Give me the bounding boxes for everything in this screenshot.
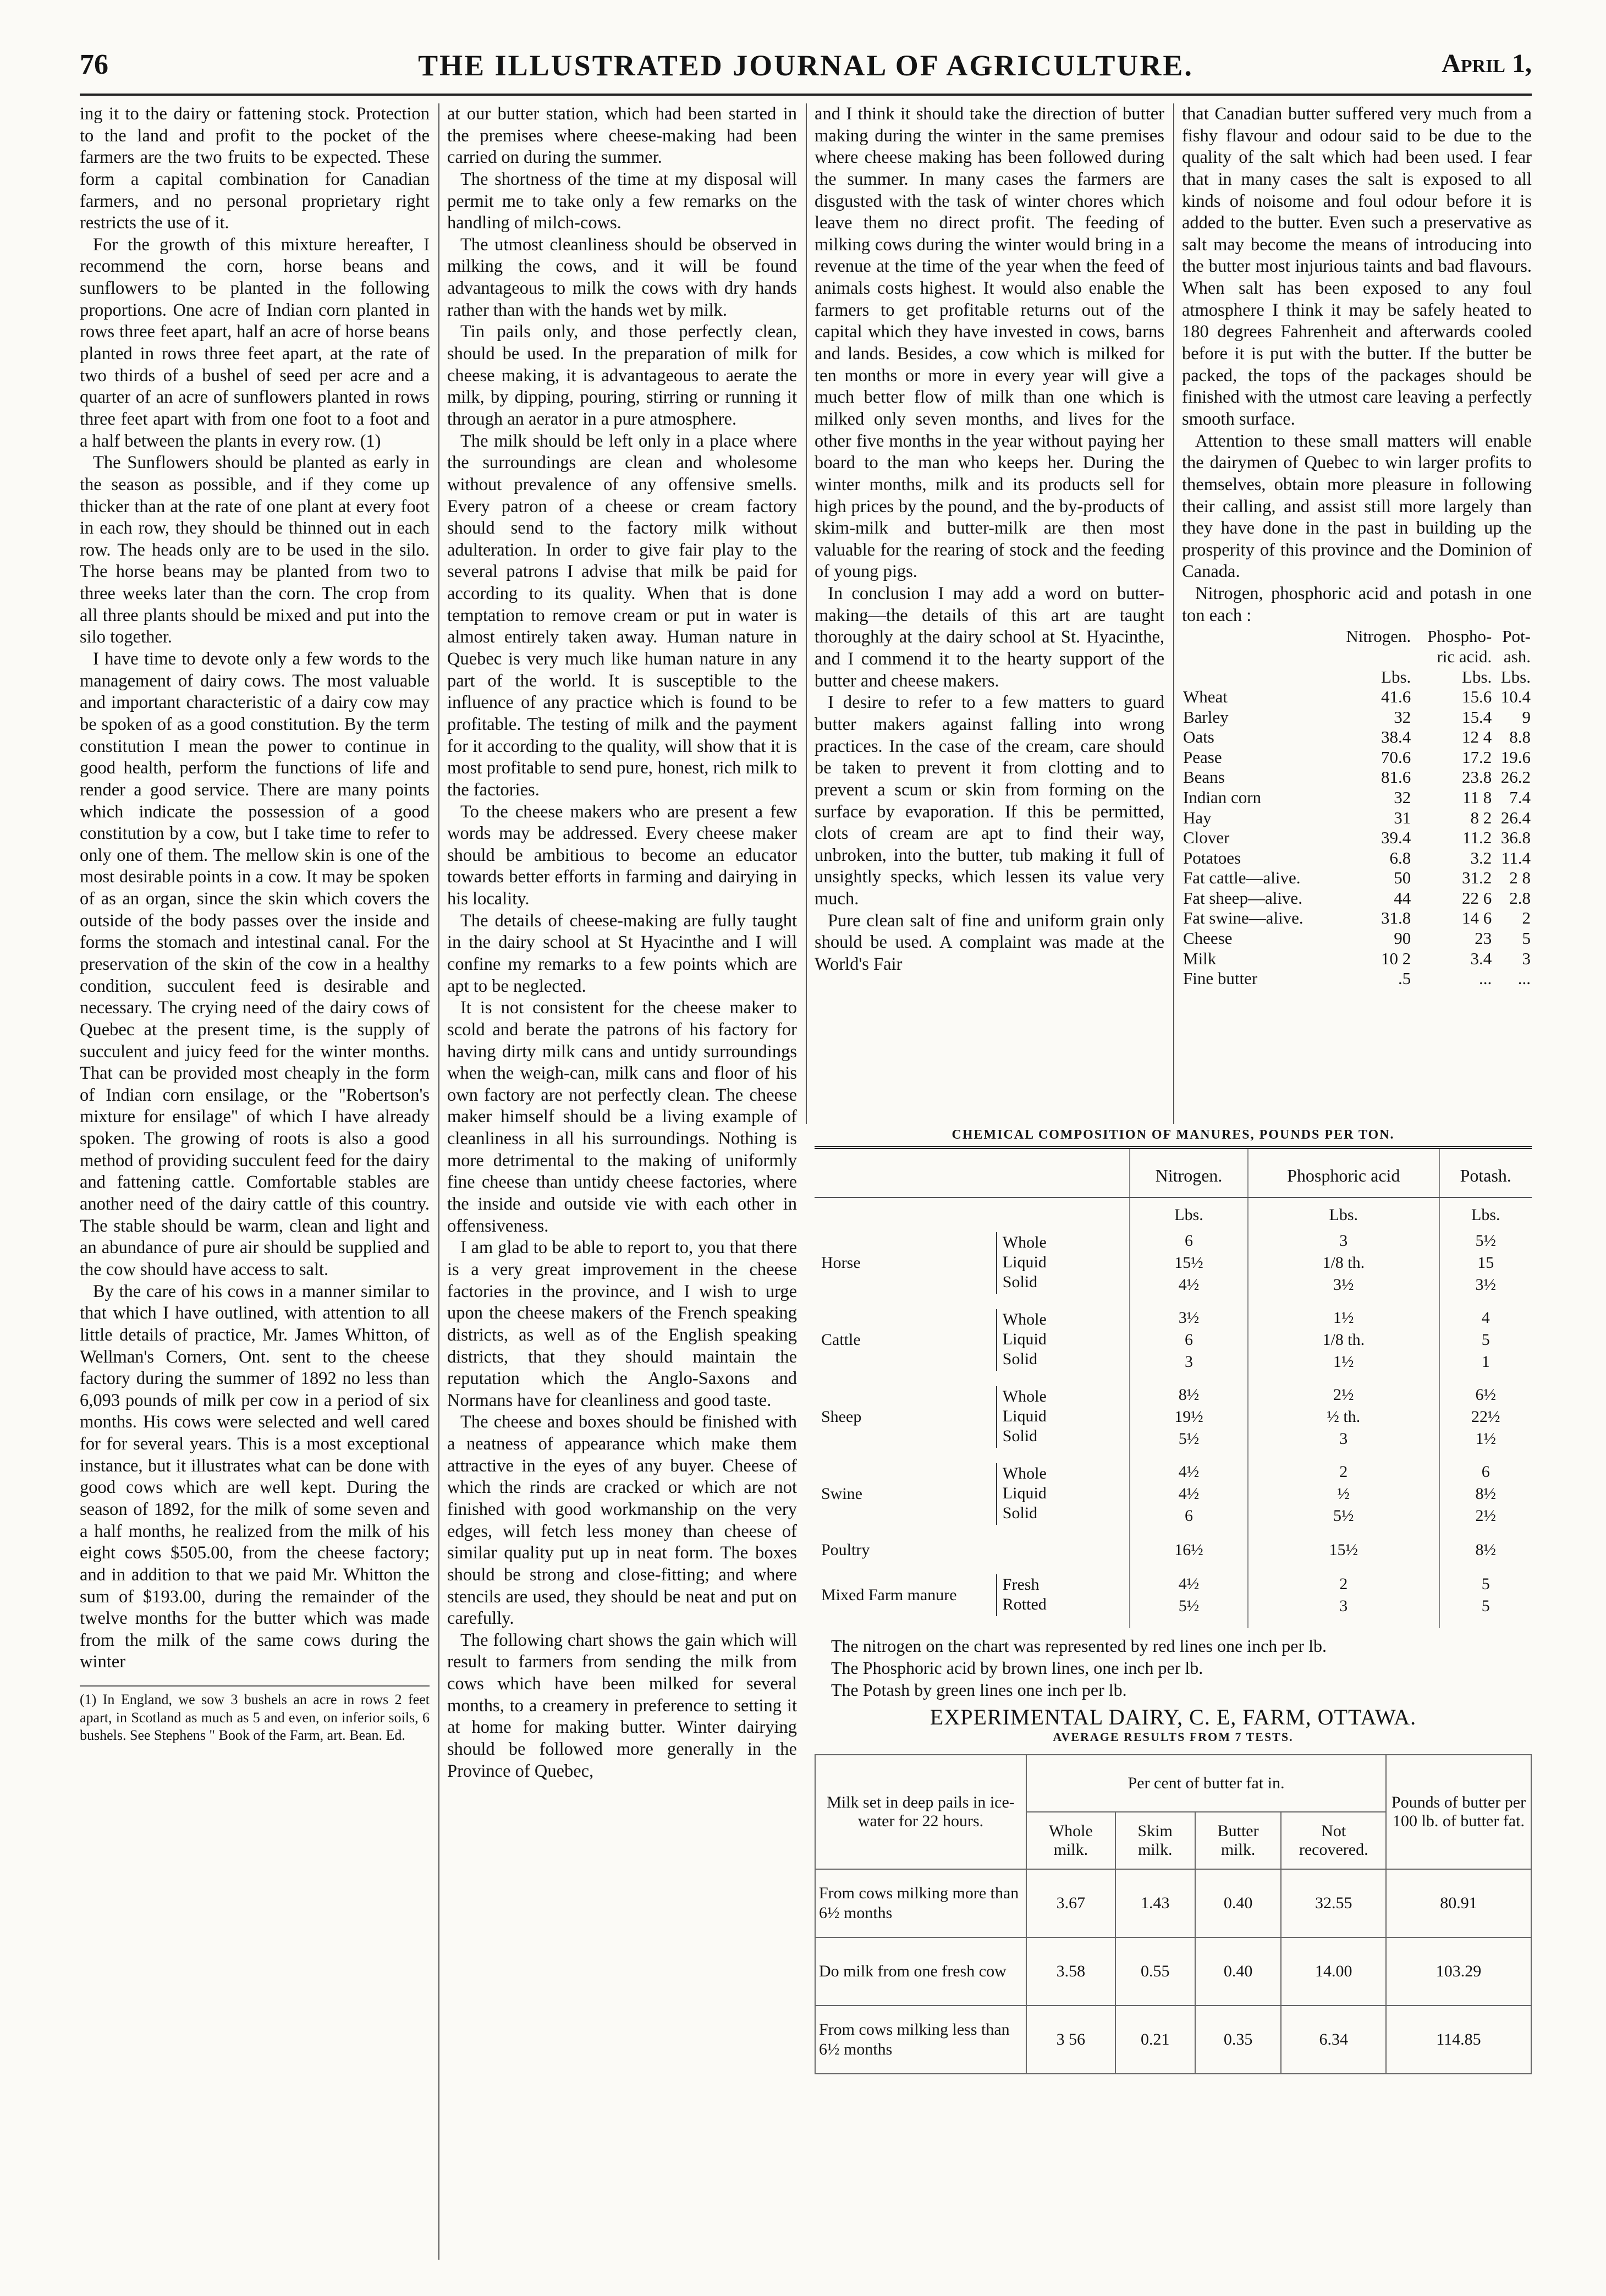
subtype-label: Liquid (1002, 1330, 1047, 1348)
subtype-label: Fresh (1002, 1575, 1040, 1594)
manure-value: 5 (1439, 1595, 1532, 1617)
source-name: Horse (821, 1254, 861, 1272)
nutrient-row (1182, 908, 1532, 929)
paragraph: I am glad to be able to report to, you that there is a very great improvement in the cheese factories in the province, and I wish to urge upon the cheese makers of the French speaking districts, as well as of the English speaking districts, that they should maintain the reputation which the Anglo-Saxons and Normans have for cleanliness and good taste. (447, 1238, 797, 1410)
dairy-value: 0.21 (1115, 2006, 1195, 2074)
manure-row (815, 1230, 1532, 1252)
nutrient-row (1182, 828, 1532, 848)
nutrient-value: 36.8 (1500, 828, 1531, 848)
source-subtypes (997, 1463, 1126, 1525)
manure-col-header: Phosphoric acid (1248, 1149, 1439, 1198)
nutrient-value: 31 (1394, 808, 1411, 827)
paragraph: The utmost cleanliness should be observed in milking the cows, and it will be found advantageous to milk the cows with dry hands rather than with the hands wet by milk. (447, 234, 797, 320)
nutrient-value: ... (1517, 969, 1531, 988)
subtype-label: Solid (1002, 1350, 1038, 1368)
paragraph: For the growth of this mixture hereafter, I recommend the corn, horse beans and sunflowers to be planted in the following proportions. One acre of Indian corn planted in rows three feet apart, half an acre of horse beans planted in rows three feet apart, at the rate of two thirds of a bushel of seed per acre and a quarter of an acre of sunflowers planted in rows three feet apart with from one foot to a foot and a half between the plants in every row. (1) (80, 234, 430, 451)
nutrient-value: 39.4 (1381, 828, 1411, 848)
dairy-value: 0.40 (1195, 1869, 1282, 1937)
subtype-label: Whole (1002, 1233, 1047, 1251)
dairy-value: 14.00 (1281, 1937, 1386, 2006)
manure-value: 6 (1130, 1329, 1248, 1351)
manure-value: 8½ (1130, 1384, 1248, 1406)
manure-value: 15½ (1130, 1252, 1248, 1274)
manure-row (815, 1461, 1532, 1483)
nutrient-value: 44 (1394, 888, 1411, 908)
nutrient-value: 15.6 (1462, 687, 1492, 707)
subtype-label: Solid (1002, 1427, 1038, 1445)
dairy-row (815, 1869, 1531, 1937)
nutrient-col-head: ric acid. (1437, 646, 1492, 666)
manure-value: 3 (1248, 1230, 1439, 1252)
manure-value: 1½ (1439, 1428, 1532, 1450)
nutrient-value: 2 (1522, 908, 1531, 928)
column-2 (447, 103, 797, 2260)
paragraph: ing it to the dairy or fattening stock. Protection to the land and profit to the pocket of the farmers are the two fruits to be expected. These form a capital combination for Canadian farmers, and no personal proprietary right restricts the use of it. (80, 104, 430, 233)
nutrient-value: 50 (1394, 868, 1411, 888)
note-line: The nitrogen on the chart was represented by red lines one inch per lb. (831, 1636, 1327, 1656)
dairy-value: 3 56 (1026, 2006, 1115, 2074)
manure-row (815, 1307, 1532, 1329)
manure-value: 3½ (1439, 1274, 1532, 1296)
subtype-label (1000, 1540, 1123, 1560)
manure-value: 6½ (1439, 1384, 1532, 1406)
note-line: The Phosphoric acid by brown lines, one inch per lb. (831, 1658, 1203, 1678)
manure-value: 4½ (1130, 1573, 1248, 1595)
source-name: Cattle (821, 1331, 861, 1349)
dairy-row-label: From cows milking more than 6½ months (815, 1869, 1026, 1937)
nutrient-row (1182, 969, 1532, 989)
nutrient-value: 11.4 (1501, 848, 1531, 867)
nutrient-value: 8 2 (1470, 808, 1492, 827)
nutrient-col-head: Nitrogen. (1346, 627, 1411, 646)
manure-value: 16½ (1130, 1538, 1248, 1562)
column-4 (1182, 103, 1532, 1121)
paragraph: Nitrogen, phosphoric acid and potash in one ton each : (1182, 584, 1532, 625)
paragraph: at our butter station, which had been started in the premises where cheese-making had been carried on during the summer. (447, 104, 797, 168)
paragraph: I have time to devote only a few words to the management of dairy cows. The most valuable and important characteristic of a dairy cow may be spoken of as a good constitution. By the term constitution I mean the power to continue in good health, perform the functions of life and render a good service. There are many points which indicate the possession of a good constitution by a cow, but I take time to refer to only one of them. The mellow skin is one of the most desirable points in a cow. It may be spoken of as an organ, since the skin which covers the outside of the body passes over the inside and forms the stomach and intestinal canal. For the preservation of the skin of the cow in a healthy condition, succulent feed is desirable and necessary. The crying need of the dairy cows of Quebec at the present time, is the supply of succulent and juicy feed for the winter months. That can be provided most cheaply in the form of Indian corn ensilage, or the "Robertson's mixture for ensilage" of which I have already spoken. The growing of roots is also a good method of providing succulent feed for the dairy and fattening cattle. Comfortable stables are another need of the dairy cattle of this country. The stable should be warm, clean and light and an abundance of pure air should be supplied and the cow should have access to salt. (80, 649, 430, 1279)
manure-row (815, 1573, 1532, 1595)
journal-page (80, 44, 1532, 2277)
manure-value: 19½ (1130, 1406, 1248, 1428)
manure-value: 8½ (1439, 1538, 1532, 1562)
nutrient-row (1182, 949, 1532, 969)
subtype-label: Solid (1002, 1273, 1038, 1291)
manure-value: 4½ (1130, 1461, 1248, 1483)
dairy-value: 80.91 (1386, 1869, 1531, 1937)
manure-value: 6 (1439, 1461, 1532, 1483)
nutrient-value: 38.4 (1381, 727, 1411, 747)
group-spacer (815, 1373, 1532, 1384)
chart-notes (815, 1635, 1532, 1701)
column-divider (806, 103, 807, 1124)
manure-unit: Lbs. (1130, 1198, 1248, 1230)
nutrient-value: 6.8 (1389, 848, 1411, 867)
nutrient-value: 14 6 (1462, 908, 1492, 928)
manure-value: 3 (1130, 1351, 1248, 1373)
paragraph: Tin pails only, and those perfectly clean, should be used. In the preparation of milk for cheese making, it is advantageous to aerate the milk, by dipping, pouring, stirring or running it through an aerator in a pure atmosphere. (447, 322, 797, 429)
crop-name: Potatoes (1183, 848, 1241, 867)
nutrient-value: 41.6 (1381, 687, 1411, 707)
nutrient-row (1182, 808, 1532, 828)
paragraph: The details of cheese-making are fully taught in the dairy school at St Hyacinthe and I will confine my remarks to a few points which are apt to be neglected. (447, 910, 797, 996)
source-label-layout (818, 1309, 1126, 1371)
source-subtypes (997, 1309, 1126, 1371)
manure-col-header: Nitrogen. (1130, 1149, 1248, 1198)
nutrient-col-head: Pot- (1502, 627, 1531, 646)
manure-value: ½ (1248, 1483, 1439, 1505)
nutrient-value: 8.8 (1509, 727, 1531, 747)
nutrient-value: 31.2 (1462, 868, 1492, 888)
nutrient-col-head (1330, 647, 1412, 667)
nutrient-value: .5 (1398, 969, 1411, 988)
dairy-value: 1.43 (1115, 1869, 1195, 1937)
manure-value: 4½ (1130, 1483, 1248, 1505)
paragraph: I desire to refer to a few matters to guard butter makers against falling into wrong practices. In the case of the cream, care should be taken to prevent it from clotting and to prevent a scum or skin from forming on the surface by evaporation. If this be permitted, clots of cream are apt to find their way, unbroken, into the butter, tub making it full of unsightly specks, which lessen its value very much. (815, 693, 1164, 909)
paragraph: Pure clean salt of fine and uniform grain only should be used. A complaint was made at the World's Fair (815, 910, 1164, 974)
crop-name: Barley (1183, 707, 1229, 727)
crop-name: Indian corn (1183, 788, 1262, 807)
dairy-value: 0.40 (1195, 1937, 1282, 2006)
nutrient-row (1182, 687, 1532, 707)
footnote: (1) In England, we sow 3 bushels an acre in rows 2 feet apart, in Scotland as much as 5 and even, on inferior soils, 6 bushels. See Stephens " Book of the Farm, art. Bean. Ed. (80, 1685, 430, 1745)
dairy-row (815, 2006, 1531, 2074)
paragraph: that Canadian butter suffered very much from a fishy flavour and odour said to be due to the quality of the salt which had been used. I fear that in many cases the salt is exposed to all kinds of noisome and foul odour before it is added to the butter. Even such a preservative as salt may become the means of introducing into the butter most injurious taints and bad flavours. When salt has been exposed to any foul atmosphere I think it may be safely heated to 180 degrees Fahrenheit and afterwards cooled before it is put with the butter. If the butter be packed, the tops of the packages should be finished with the utmost care leaving a perfectly smooth surface. (1182, 104, 1532, 429)
crop-name: Fat swine—alive. (1183, 908, 1304, 928)
nutrient-value: 3.4 (1470, 948, 1492, 968)
nutrient-value: 7.4 (1509, 788, 1531, 807)
source-label-layout (818, 1386, 1126, 1448)
dairy-row-label: Do milk from one fresh cow (815, 1937, 1026, 2006)
manure-value: 5½ (1130, 1595, 1248, 1617)
manure-value: 3 (1248, 1428, 1439, 1450)
dairy-value: 0.55 (1115, 1937, 1195, 2006)
dairy-sub-header: Skim milk. (1115, 1812, 1195, 1869)
subtype-label: Liquid (1002, 1407, 1047, 1425)
journal-title: THE ILLUSTRATED JOURNAL OF AGRICULTURE. (418, 49, 1194, 82)
subtype-label: Solid (1002, 1504, 1038, 1522)
manure-row (815, 1538, 1532, 1562)
group-spacer (815, 1527, 1532, 1538)
nutrient-row (1182, 929, 1532, 949)
nutrient-value: 10.4 (1500, 687, 1531, 707)
nutrient-col-head: Phospho- (1427, 627, 1492, 646)
paragraph: It is not consistent for the cheese maker to scold and berate the patrons of his factory for having dirty milk cans and untidy surroundings when the weigh-can, milk cans and floor of his own factory are not perfectly clean. The cheese maker himself should be a living example of cleanliness in all his surroundings. Nothing is more detrimental to the making of uniformly fine cheese than untidy cheese factories, where the inside and outside vie with each other in offensiveness. (447, 998, 797, 1236)
column-3 (815, 103, 1164, 1121)
nutrient-value: 26.4 (1500, 808, 1531, 827)
manure-value: 22½ (1439, 1406, 1532, 1428)
crop-name: Fine butter (1183, 969, 1258, 988)
nutrient-row (1182, 848, 1532, 869)
manure-value: 1/8 th. (1248, 1252, 1439, 1274)
crop-name: Hay (1183, 808, 1212, 827)
source-subtypes (997, 1232, 1126, 1294)
source-name: Mixed Farm manure (821, 1586, 957, 1604)
source-label-layout (818, 1539, 1126, 1561)
dairy-results-table (815, 1754, 1532, 2074)
manure-value: 1½ (1248, 1307, 1439, 1329)
group-spacer (815, 1296, 1532, 1307)
issue-date: April 1, (1442, 49, 1532, 78)
manure-value: 2½ (1248, 1384, 1439, 1406)
nutrient-value: 23.8 (1462, 767, 1492, 787)
dairy-value: 32.55 (1281, 1869, 1386, 1937)
manure-empty-header (815, 1149, 1130, 1198)
paragraph: To the cheese makers who are present a few words may be addressed. Every cheese maker should be ambitious to become an educator towards better efforts in farming and dairying in his locality. (447, 801, 797, 909)
crop-name: Clover (1183, 828, 1230, 848)
manure-value: 3½ (1248, 1274, 1439, 1296)
source-label-layout (818, 1463, 1126, 1525)
source-subtypes (997, 1386, 1126, 1448)
column-divider (1173, 103, 1174, 1124)
manure-unit: Lbs. (1248, 1198, 1439, 1230)
nutrient-value: 17.2 (1462, 747, 1492, 767)
paragraph: The milk should be left only in a place where the surroundings are clean and wholesome without prevalence of any offensive smells. Every patron of a cheese or cream factory should send to the factory milk without adulteration. In order to give fair play to the several patrons I advise that milk be paid for according to its quality. When that is done temptation to remove cream or put in water is almost entirely taken away. Human nature in Quebec is very much like human nature in any part of the world. It is susceptible to the influence of any practice which is found to be profitable. The testing of milk and the payment for it according to the quality, will show that it is most profitable to send pure, honest, rich milk to the factories. (447, 431, 797, 800)
nutrient-value: 15.4 (1462, 707, 1492, 727)
nutrient-value: 32 (1394, 707, 1411, 727)
nutrient-value: 19.6 (1500, 747, 1531, 767)
dairy-value: 3.67 (1026, 1869, 1115, 1937)
dairy-col0-header: Milk set in deep pails in ice-water for 22 hours. (815, 1755, 1026, 1869)
manure-value: 2 (1248, 1573, 1439, 1595)
group-spacer (815, 1450, 1532, 1461)
nutrient-value: 3 (1522, 948, 1531, 968)
manure-value: 5½ (1248, 1505, 1439, 1527)
nutrient-value: 3.2 (1470, 848, 1492, 867)
nutrient-value: 22 6 (1462, 888, 1492, 908)
manure-value: 2 (1248, 1461, 1439, 1483)
paragraph: Attention to these small matters will enable the dairymen of Quebec to win larger profits to themselves, obtain more pleasure in following their calling, and assist still more largely than they have done in the past in building up the prosperity of this province and the Dominion of Canada. (1182, 431, 1532, 582)
subtype-label: Liquid (1002, 1484, 1047, 1502)
manure-value: ½ th. (1248, 1406, 1439, 1428)
dairy-last-header: Pounds of butter per 100 lb. of butter fat. (1386, 1755, 1531, 1869)
source-label-layout (818, 1232, 1126, 1294)
nutrient-col-head: ash. (1503, 646, 1531, 666)
crop-name: Fat sheep—alive. (1183, 888, 1302, 908)
paragraph: By the care of his cows in a manner similar to that which I have outlined, with attention to all little details of practice, Mr. James Whitton, of Wellman's Corners, Ont. sent to the cheese factory during the summer of 1892 no less than 6,093 pounds of milk per cow in a period of six months. His cows were selected and well cared for for several years. This is a most exceptional instance, but it illustrates what can be done with good cows which are well kept. During the season of 1892, for the milk of some seven and a half months, he realized from the milk of his eight cows $505.00, from the cheese factory; and in addition to that we paid Mr. Whitton the sum of $193.00, during the remainder of the twelve months for the butter which was made from the milk of the same cows during the winter (80, 1281, 430, 1672)
manure-value: 15½ (1248, 1538, 1439, 1562)
manure-col-header: Potash. (1439, 1149, 1532, 1198)
source-name: Poultry (821, 1541, 870, 1559)
column-divider (438, 103, 439, 2260)
manure-table-caption: CHEMICAL COMPOSITION OF MANURES, POUNDS PER TON. (952, 1128, 1395, 1142)
nutrient-value: 2.8 (1509, 888, 1531, 908)
manure-table-section (815, 1128, 1532, 2074)
nutrient-value: 9 (1522, 707, 1531, 727)
paragraph: In conclusion I may add a word on butter-making—the details of this art are taught thoroughly at the dairy school at St. Hyacinthe, and I commend it to the hearty support of the butter and cheese makers. (815, 584, 1164, 691)
manure-value: 6 (1130, 1505, 1248, 1527)
manure-value: 4 (1439, 1307, 1532, 1329)
paragraph: The Sunflowers should be planted as early in the season as possible, and if they come up thicker than at the rate of one plant at every foot in each row, they should be thinned out in each row. The heads only are to be used in the silo. The horse beans may be planted from two to three weeks later than the corn. The crop from all three plants should be mixed and put into the silo together. (80, 453, 430, 647)
manure-value: 15 (1439, 1252, 1532, 1274)
nutrient-row (1182, 727, 1532, 748)
manure-value: 1 (1439, 1351, 1532, 1373)
nutrient-value: 23 (1475, 929, 1492, 948)
manure-source (815, 1573, 1130, 1617)
dairy-value: 3.58 (1026, 1937, 1115, 2006)
crop-name: Milk (1183, 948, 1217, 968)
nutrient-value: ... (1479, 969, 1492, 988)
nutrient-row (1182, 767, 1532, 788)
nutrient-value: 32 (1394, 788, 1411, 807)
subtype-label: Whole (1002, 1310, 1047, 1328)
subtype-label: Rotted (1002, 1595, 1047, 1613)
dairy-value: 0.35 (1195, 2006, 1282, 2074)
group-spacer (815, 1562, 1532, 1573)
manure-value: 1/8 th. (1248, 1329, 1439, 1351)
manure-value: 6 (1130, 1230, 1248, 1252)
nutrient-value: 10 2 (1381, 948, 1411, 968)
dairy-group-header: Per cent of butter fat in. (1026, 1755, 1386, 1812)
nutrient-value: 11 8 (1462, 788, 1492, 807)
nutrient-row (1182, 788, 1532, 808)
manure-table (815, 1149, 1532, 1628)
subtype-label: Liquid (1002, 1253, 1047, 1271)
crop-name: Oats (1183, 727, 1214, 747)
manure-row (815, 1384, 1532, 1406)
source-name: Sheep (821, 1408, 862, 1426)
dairy-title: EXPERIMENTAL DAIRY, C. E, FARM, OTTAWA. (930, 1705, 1417, 1729)
nutrient-value: 5 (1522, 929, 1531, 948)
manure-value: 3 (1248, 1595, 1439, 1617)
nutrient-value: 81.6 (1381, 767, 1411, 787)
nutrient-value: 70.6 (1381, 747, 1411, 767)
paragraph: The shortness of the time at my disposal will permit me to take only a few remarks on the handling of milch-cows. (447, 169, 797, 233)
nutrient-unit: Lbs. (1500, 667, 1531, 686)
nutrient-row (1182, 888, 1532, 909)
paragraph: and I think it should take the direction of butter making during the winter in the same premises where cheese making has been followed during the summer. In many cases the farmers are disgusted with the task of winter chores which leave them no direct profit. The feeding of milking cows during the winter would bring in a revenue at the time of the year when the feed of animals costs highest. It would also enable the farmers to get profitable returns out of the capital which they have invested in cows, barns and lands. Besides, a cow which is milked for ten months or more in every year will give a much better flow of milk than one which is milked only seven months, and lives for the other five months in the year without paying her board to the man who keeps her. During the winter months, milk and its products sell for high prices by the pound, and the by-products of skim-milk and butter-milk are then most valuable for the rearing of stock and the feeding of young pigs. (815, 104, 1164, 582)
column-1 (80, 103, 430, 2260)
dairy-value: 114.85 (1386, 2006, 1531, 2074)
nutrient-unit: Lbs. (1381, 667, 1411, 686)
source-name: Swine (821, 1485, 862, 1503)
dairy-sub-header: Whole milk. (1026, 1812, 1115, 1869)
manure-value: 5½ (1439, 1230, 1532, 1252)
crop-name: Fat cattle—alive. (1183, 868, 1301, 888)
nutrient-row (1182, 748, 1532, 768)
dairy-row-label: From cows milking less than 6½ months (815, 2006, 1026, 2074)
crop-name: Wheat (1183, 687, 1228, 707)
dairy-value: 6.34 (1281, 2006, 1386, 2074)
article-columns (80, 103, 1532, 2260)
subtype-label: Whole (1002, 1387, 1047, 1405)
nutrient-value: 90 (1394, 929, 1411, 948)
crop-name: Cheese (1183, 929, 1233, 948)
manure-value: 8½ (1439, 1483, 1532, 1505)
group-spacer (815, 1617, 1532, 1628)
nutrient-unit: Lbs. (1462, 667, 1492, 686)
nutrient-value: 26.2 (1500, 767, 1531, 787)
manure-value: 4½ (1130, 1274, 1248, 1296)
paragraph: The cheese and boxes should be finished with a neatness of appearance which make them attractive in the eyes of any buyer. Cheese of which the rinds are cracked or which are not finished with good workmanship on the very edges, will fetch less money than cheese of similar quality put up in neat form. The boxes should be strong and close-fitting; and where stencils are used, they should be neat and put on carefully. (447, 1412, 797, 1629)
dairy-value: 103.29 (1386, 1937, 1531, 2006)
dairy-sub-header: Not recovered. (1281, 1812, 1386, 1869)
paragraph: The following chart shows the gain which will result to farmers from sending the milk from cows which have been milked for several months, to a creamery in preference to setting it at home for making butter. Winter dairying should be followed more generally in the Province of Quebec, (447, 1630, 797, 1781)
source-subtypes (997, 1574, 1126, 1616)
nutrient-row (1182, 707, 1532, 728)
source-label-layout (818, 1574, 1126, 1616)
manure-source (815, 1461, 1130, 1527)
manure-unit: Lbs. (1439, 1198, 1532, 1230)
subtype-label: Whole (1002, 1464, 1047, 1482)
page-header (80, 44, 1532, 96)
dairy-subtitle: AVERAGE RESULTS FROM 7 TESTS. (1053, 1730, 1294, 1744)
nutrient-value: 31.8 (1381, 908, 1411, 928)
manure-value: 5 (1439, 1329, 1532, 1351)
note-line: The Potash by green lines one inch per lb. (831, 1680, 1127, 1700)
page-number: 76 (80, 49, 108, 80)
manure-value: 5 (1439, 1573, 1532, 1595)
crop-name: Beans (1183, 767, 1225, 787)
nutrient-value: 12 4 (1462, 727, 1492, 747)
manure-source (815, 1538, 1130, 1562)
nutrient-value: 11.2 (1462, 828, 1492, 848)
manure-source (815, 1307, 1130, 1373)
nutrient-value: 2 8 (1509, 868, 1531, 888)
nutrient-row (1182, 868, 1532, 888)
nutrient-table (1182, 627, 1532, 988)
crop-name: Pease (1183, 747, 1222, 767)
manure-value: 3½ (1130, 1307, 1248, 1329)
manure-value: 5½ (1130, 1428, 1248, 1450)
manure-source (815, 1230, 1130, 1296)
dairy-row (815, 1937, 1531, 2006)
source-subtypes (997, 1539, 1126, 1561)
manure-value: 2½ (1439, 1505, 1532, 1527)
manure-source (815, 1384, 1130, 1450)
manure-value: 1½ (1248, 1351, 1439, 1373)
dairy-sub-header: Butter milk. (1195, 1812, 1282, 1869)
